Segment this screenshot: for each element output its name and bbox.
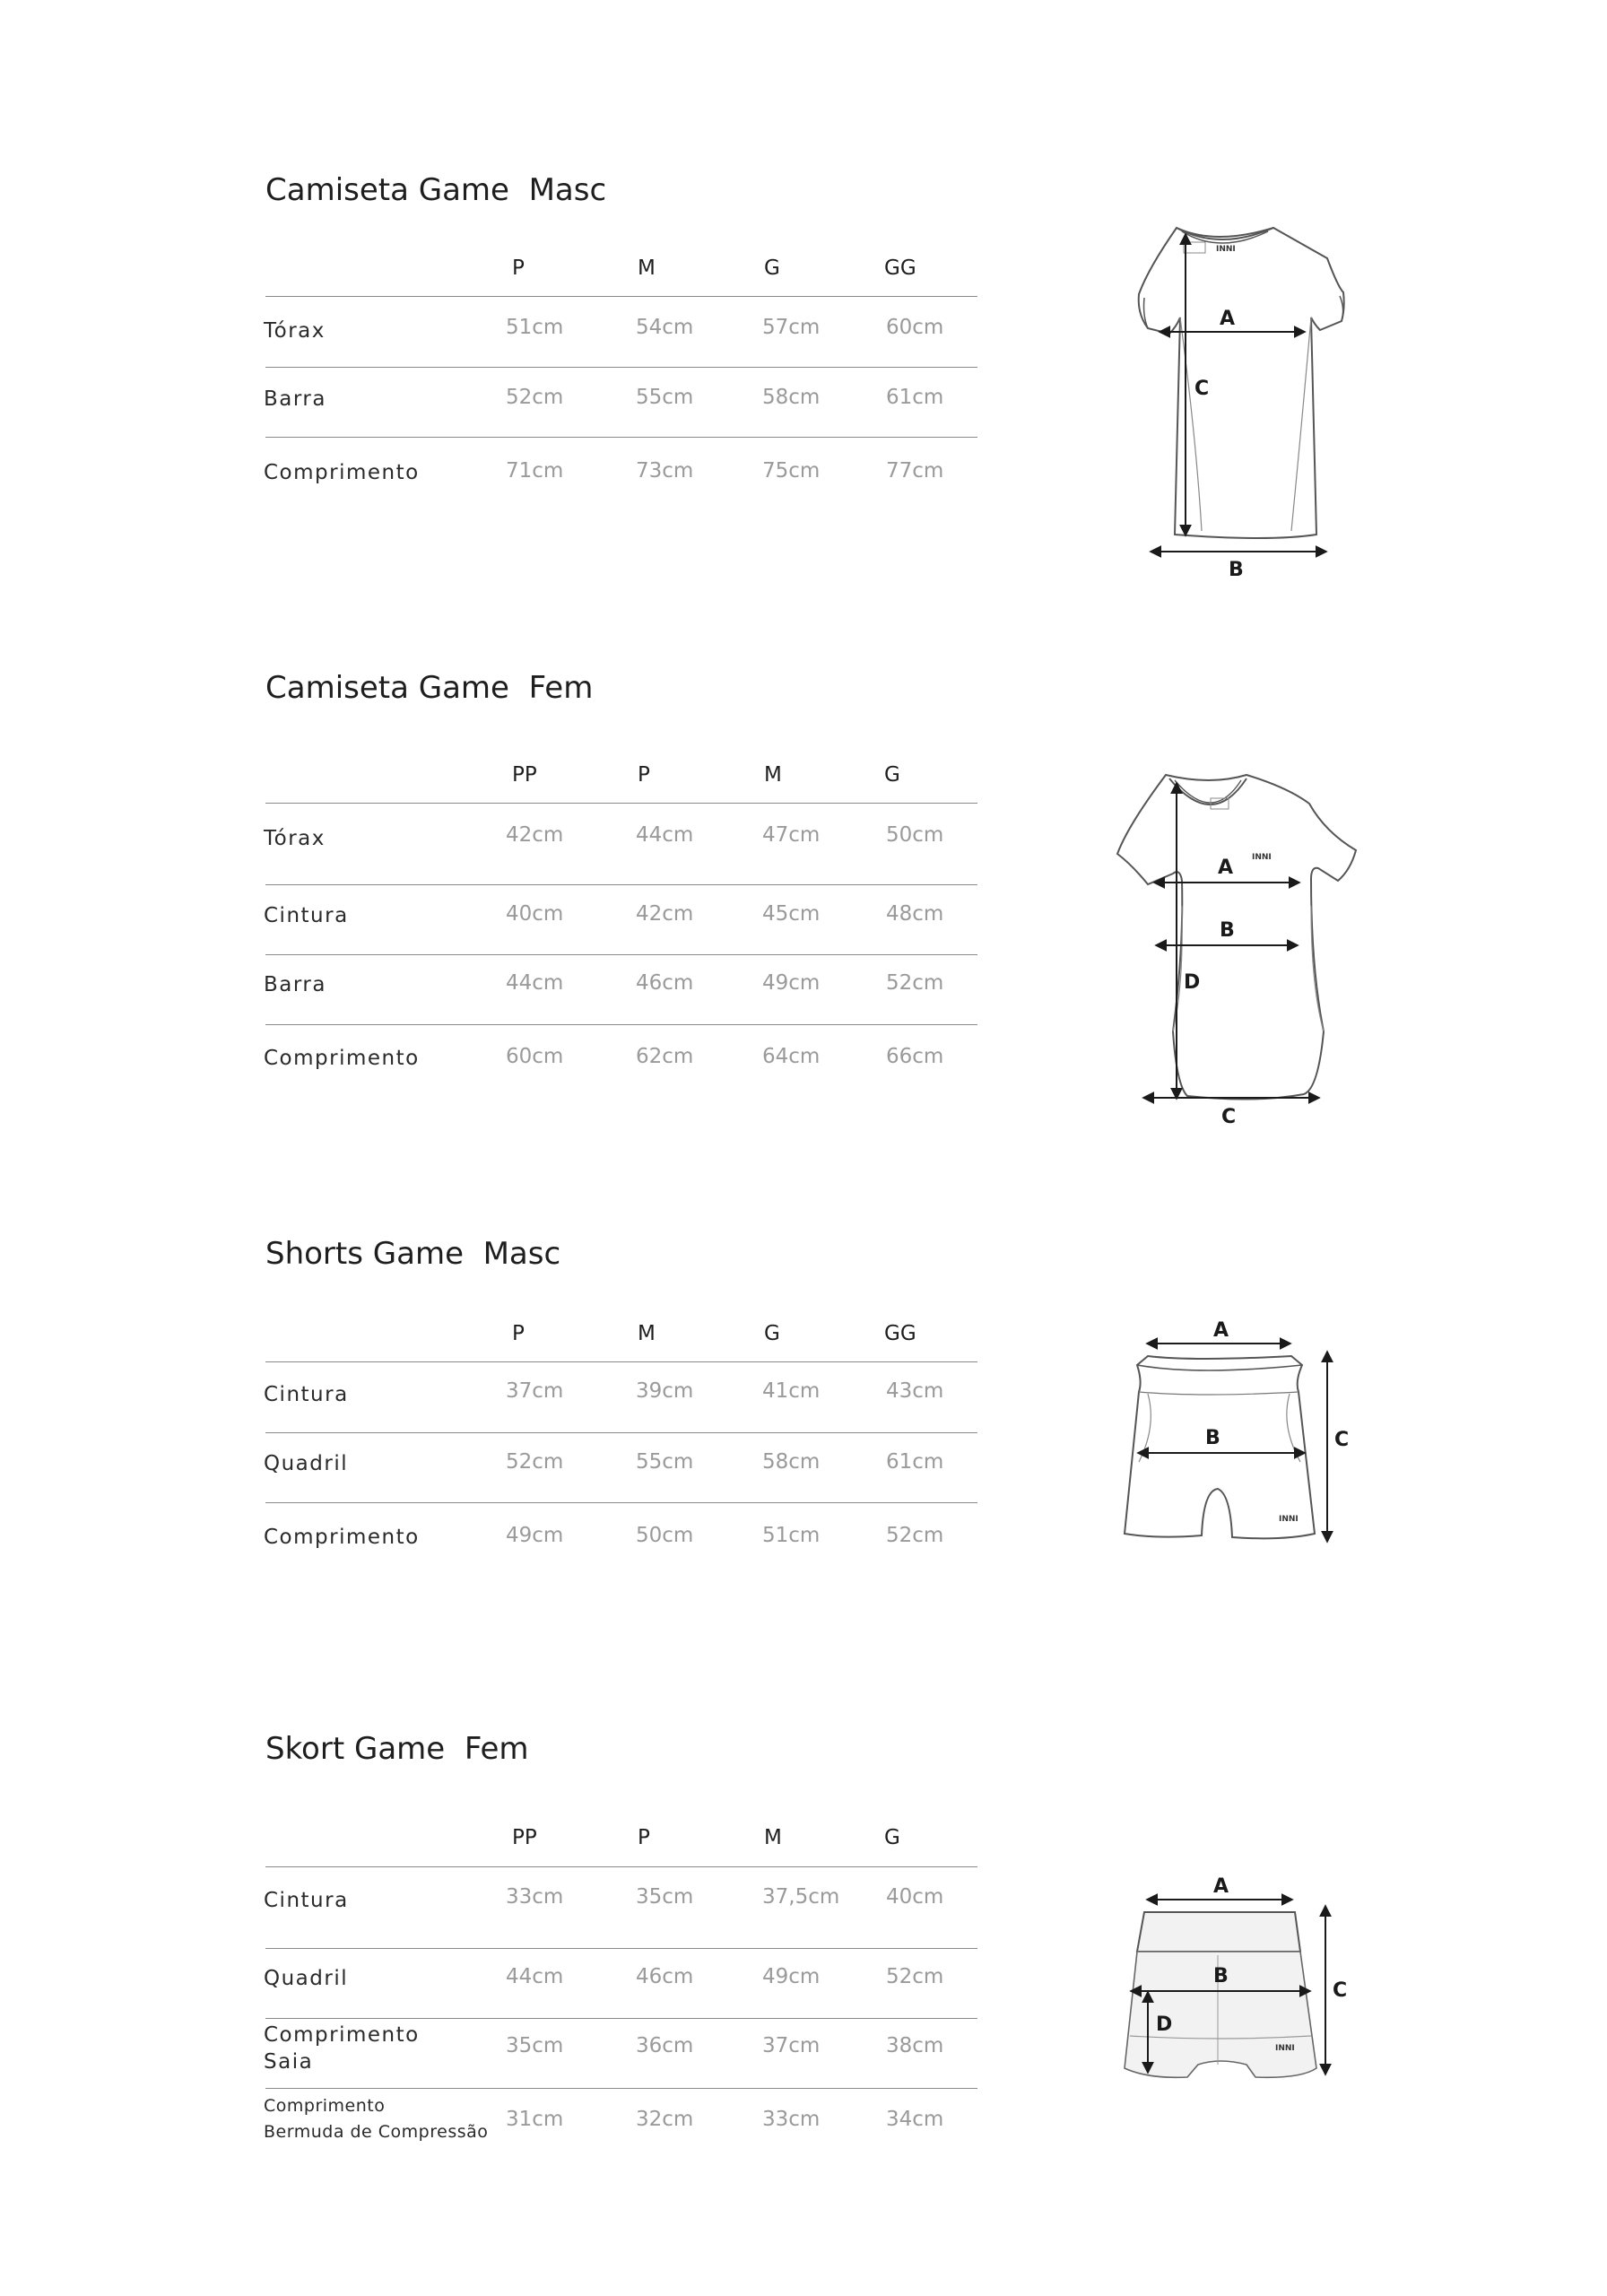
row-label: Tórax [264, 319, 326, 343]
measure-label-b: B [1229, 559, 1244, 581]
cell-value: 46cm [636, 971, 694, 995]
cell-value: 42cm [636, 902, 694, 926]
cell-value: 45cm [762, 902, 821, 926]
tshirt-fem-diagram [1076, 762, 1381, 1139]
cell-value: 33cm [506, 1885, 564, 1909]
table-rule [265, 884, 977, 885]
cell-value: 37cm [506, 1379, 564, 1403]
cell-value: 73cm [636, 459, 694, 483]
brand-logo: INNI [1279, 1515, 1299, 1524]
row-label: Quadril [264, 1967, 349, 1990]
table-rule [265, 1361, 977, 1362]
cell-value: 49cm [762, 1965, 821, 1988]
cell-value: 49cm [506, 1524, 564, 1547]
cell-value: 54cm [636, 316, 694, 339]
cell-value: 44cm [506, 971, 564, 995]
cell-value: 37cm [762, 2034, 821, 2057]
cell-value: 35cm [506, 2034, 564, 2057]
cell-value: 50cm [886, 823, 944, 847]
cell-value: 37,5cm [762, 1885, 840, 1909]
cell-value: 60cm [506, 1045, 564, 1068]
table-rule [265, 367, 977, 368]
cell-value: 77cm [886, 459, 944, 483]
cell-value: 52cm [886, 1524, 944, 1547]
cell-value: 38cm [886, 2034, 944, 2057]
brand-logo: INNI [1252, 853, 1272, 862]
row-label: Barra [264, 387, 326, 411]
row-label: Tórax [264, 827, 326, 850]
row-label: Barra [264, 973, 326, 996]
cell-value: 61cm [886, 1450, 944, 1474]
row-label: Cintura [264, 1383, 349, 1406]
size-header: P [638, 1826, 650, 1849]
measure-label-b: B [1220, 919, 1235, 942]
shorts-masc-diagram [1112, 1309, 1381, 1552]
row-label: Cintura [264, 1889, 349, 1912]
cell-value: 75cm [762, 459, 821, 483]
cell-value: 51cm [506, 316, 564, 339]
cell-value: 71cm [506, 459, 564, 483]
measure-label-a: A [1213, 1875, 1229, 1898]
cell-value: 36cm [636, 2034, 694, 2057]
cell-value: 39cm [636, 1379, 694, 1403]
cell-value: 52cm [506, 1450, 564, 1474]
cell-value: 46cm [636, 1965, 694, 1988]
size-header: G [764, 257, 780, 280]
cell-value: 55cm [636, 386, 694, 409]
cell-value: 62cm [636, 1045, 694, 1068]
measure-label-a: A [1213, 1319, 1229, 1342]
size-header: M [638, 1322, 656, 1345]
cell-value: 41cm [762, 1379, 821, 1403]
table-rule [265, 437, 977, 438]
row-label: Comprimento Saia [264, 2023, 420, 2074]
size-header: PP [512, 763, 537, 787]
cell-value: 31cm [506, 2108, 564, 2131]
measure-label-c: C [1194, 378, 1210, 400]
size-header: P [638, 763, 650, 787]
size-header: P [512, 1322, 525, 1345]
cell-value: 33cm [762, 2108, 821, 2131]
cell-value: 44cm [506, 1965, 564, 1988]
cell-value: 40cm [886, 1885, 944, 1909]
table-rule [265, 2088, 977, 2089]
size-header: M [764, 763, 782, 787]
measure-label-a: A [1218, 857, 1234, 879]
cell-value: 64cm [762, 1045, 821, 1068]
table-rule [265, 2018, 977, 2019]
table-rule [265, 803, 977, 804]
cell-value: 52cm [506, 386, 564, 409]
row-label: Comprimento [264, 1526, 420, 1549]
cell-value: 49cm [762, 971, 821, 995]
table-rule [265, 1502, 977, 1503]
cell-value: 40cm [506, 902, 564, 926]
skort-fem-diagram [1112, 1866, 1381, 2099]
measure-label-d: D [1156, 2013, 1173, 2036]
cell-value: 32cm [636, 2108, 694, 2131]
brand-logo: INNI [1275, 2044, 1295, 2053]
measure-label-c: C [1221, 1106, 1237, 1128]
row-label: Quadril [264, 1452, 349, 1475]
tshirt-masc-diagram [1076, 215, 1381, 592]
size-header: P [512, 257, 525, 280]
row-label: Comprimento [264, 461, 420, 484]
measure-label-d: D [1184, 971, 1201, 994]
cell-value: 57cm [762, 316, 821, 339]
size-header: M [764, 1826, 782, 1849]
cell-value: 43cm [886, 1379, 944, 1403]
section-title: Shorts Game Masc [265, 1236, 561, 1272]
cell-value: 52cm [886, 971, 944, 995]
size-header: PP [512, 1826, 537, 1849]
section-title: Camiseta Game Fem [265, 670, 594, 706]
section-title: Skort Game Fem [265, 1731, 529, 1767]
cell-value: 35cm [636, 1885, 694, 1909]
size-header: G [764, 1322, 780, 1345]
cell-value: 60cm [886, 316, 944, 339]
cell-value: 58cm [762, 1450, 821, 1474]
brand-logo: INNI [1216, 245, 1236, 254]
table-rule [265, 1432, 977, 1433]
cell-value: 47cm [762, 823, 821, 847]
cell-value: 51cm [762, 1524, 821, 1547]
size-header: GG [884, 257, 916, 280]
table-rule [265, 1948, 977, 1949]
measure-label-c: C [1333, 1979, 1348, 2002]
section-title: Camiseta Game Masc [265, 172, 607, 208]
cell-value: 58cm [762, 386, 821, 409]
size-header: GG [884, 1322, 916, 1345]
table-rule [265, 954, 977, 955]
cell-value: 61cm [886, 386, 944, 409]
size-header: M [638, 257, 656, 280]
cell-value: 66cm [886, 1045, 944, 1068]
cell-value: 34cm [886, 2108, 944, 2131]
cell-value: 48cm [886, 902, 944, 926]
size-header: G [884, 763, 900, 787]
cell-value: 55cm [636, 1450, 694, 1474]
measure-label-a: A [1220, 308, 1236, 330]
cell-value: 50cm [636, 1524, 694, 1547]
measure-label-b: B [1205, 1427, 1220, 1449]
row-label: Comprimento [264, 1047, 420, 1070]
table-rule [265, 1024, 977, 1025]
row-label: Comprimento Bermuda de Compressão [264, 2096, 489, 2142]
measure-label-c: C [1334, 1429, 1350, 1451]
cell-value: 42cm [506, 823, 564, 847]
measure-label-b: B [1213, 1965, 1229, 1987]
size-header: G [884, 1826, 900, 1849]
table-rule [265, 1866, 977, 1867]
cell-value: 44cm [636, 823, 694, 847]
table-rule [265, 296, 977, 297]
cell-value: 52cm [886, 1965, 944, 1988]
row-label: Cintura [264, 904, 349, 927]
